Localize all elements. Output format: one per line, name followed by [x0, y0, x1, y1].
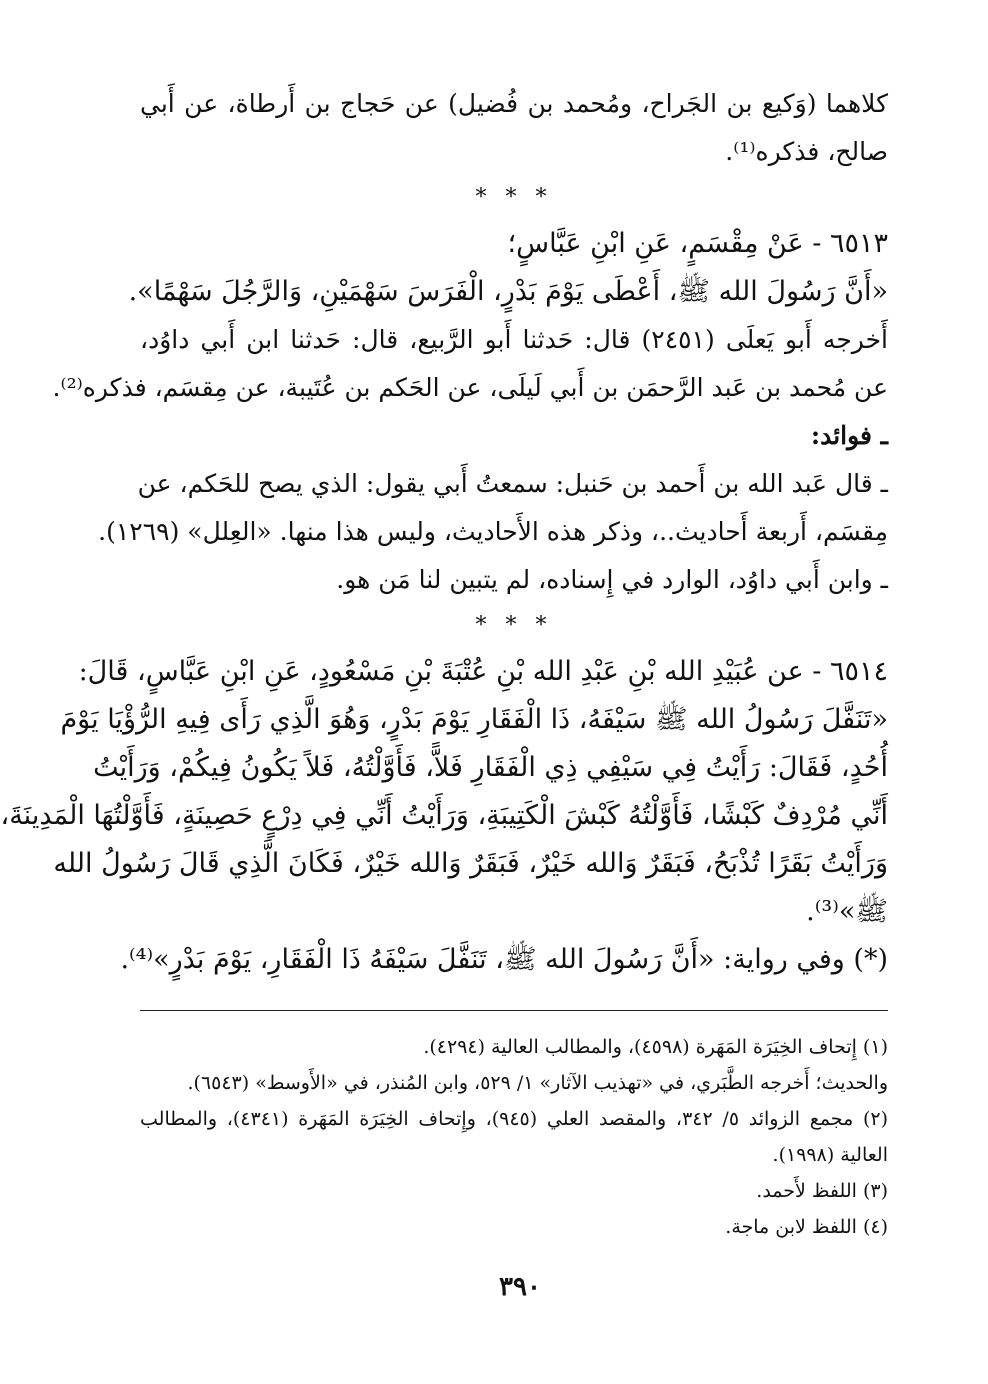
footnotes [140, 1029, 888, 1245]
hadith-6514-line: «تَنَفَّلَ رَسُولُ الله ﷺ سَيْفَهُ، ذَا الْفَقَارِ يَوْمَ بَدْرٍ، وَهُوَ الَّذِي رَأَى فِيهِ الرُّؤْيَا يَوْمَ [60, 704, 888, 735]
fawaid-line: ـ وابن أَبي داوُد، الوارد في إِسناده، لم يتبين لنا مَن هو. [336, 565, 888, 594]
fawaid-heading: ـ فوائد: [810, 421, 888, 450]
hadith-6514-line: ﷺ»⁽³⁾. [806, 896, 888, 927]
section-separator: * * * [475, 185, 553, 210]
hadith-6514-line: أَنِّي مُرْدِفٌ كَبْشًا، فَأَوَّلْتُهُ كَبْشَ الْكَتِيبَةِ، وَرَأَيْتُ أَنِّي فِي دِرْعٍ حَصِينَةٍ، فَأَوَّلْتُهَا الْمَدِينَةَ، [0, 800, 888, 831]
takhrij-line: أَخرجه أَبو يَعلَى (٢٤٥١) قال: حَدثنا أَبو الرَّبيع، قال: حَدثنا ابن أَبي داوُد، [140, 325, 888, 354]
page-number: ٣٩٠ [499, 1272, 541, 1302]
riwaya-line: (*) وفي رواية: «أَنَّ رَسُولَ الله ﷺ، تَنَفَّلَ سَيْفَهُ ذَا الْفَقَارِ، يَوْمَ بَدْرٍ»⁽⁴⁾. [120, 944, 888, 975]
takhrij-line: عن مُحمد بن عَبد الرَّحمَن بن أَبي لَيلَى، عن الحَكم بن عُتَيبة، عن مِقسَم، فذكره⁽²⁾. [52, 373, 888, 402]
footnote-3: (٣) اللفظ لأَحمد. [756, 1180, 888, 1202]
footnote-2-cont: العالية (١٩٩٨). [772, 1144, 888, 1166]
fawaid-line: مِقسَم، أَربعة أَحاديث..، وذكر هذه الأَحاديث، وليس هذا منها. «العِلل» (١٢٦٩). [98, 517, 888, 546]
footnote-1: (١) إِتحاف الخِيَرَة المَهَرة (٤٥٩٨)، والمطالب العالية (٤٢٩٤). [423, 1036, 888, 1058]
section-separator: * * * [475, 613, 553, 638]
page-body [0, 80, 888, 1245]
hadith-6513-heading: ٦٥١٣ - عَنْ مِقْسَمٍ، عَنِ ابْنِ عَبَّاسٍ؛ [507, 228, 888, 259]
text-line: صالح، فذكره⁽¹⁾. [725, 137, 888, 166]
footnote-2: (٢) مجمع الزوائد ٥/ ٣٤٢، والمقصد العلي (٩٤٥)، وإِتحاف الخِيَرَة المَهَرة (٤٣٤١)، والمطالب [140, 1108, 888, 1130]
footnote-1-cont: والحديث؛ أَخرجه الطَّبَري، في «تهذيب الآثار» ١/ ٥٢٩، وابن المُنذر، في «الأَوسط» (٦٥٤٣). [187, 1072, 888, 1094]
fawaid-line: ـ قال عَبد الله بن أَحمد بن حَنبل: سمعتُ أَبي يقول: الذي يصح للحَكم، عن [137, 469, 888, 498]
hadith-6514-line: أُحُدٍ، فَقَالَ: رَأَيْتُ فِي سَيْفِي ذِي الْفَقَارِ فَلاًّ، فَأَوَّلْتُهُ، فَلاً يَكُونُ فِيكُمْ، وَرَأَيْتُ [93, 752, 888, 783]
text-line: كلاهما (وَكيع بن الجَراح، ومُحمد بن فُضيل) عن حَجاج بن أَرطاة، عن أَبي [140, 89, 888, 118]
hadith-6514-line: ٦٥١٤ - عن عُبَيْدِ الله بْنِ عَبْدِ الله بْنِ عُتْبَةَ بْنِ مَسْعُودٍ، عَنِ ابْنِ عَبَّاسٍ، قَالَ: [78, 656, 888, 687]
hadith-6514-line: وَرَأَيْتُ بَقَرًا تُذْبَحُ، فَبَقَرٌ وَالله خَيْرٌ، فَبَقَرٌ وَالله خَيْرٌ، فَكَانَ الَّذِي قَالَ رَسُولُ الله [53, 848, 888, 879]
footnote-divider [140, 1010, 888, 1011]
hadith-6513-text: «أَنَّ رَسُولَ الله ﷺ، أَعْطَى يَوْمَ بَدْرٍ، الْفَرَسَ سَهْمَيْنِ، وَالرَّجُلَ سَهْمًا». [128, 276, 888, 307]
footnote-4: (٤) اللفظ لابن ماجة. [725, 1216, 888, 1238]
